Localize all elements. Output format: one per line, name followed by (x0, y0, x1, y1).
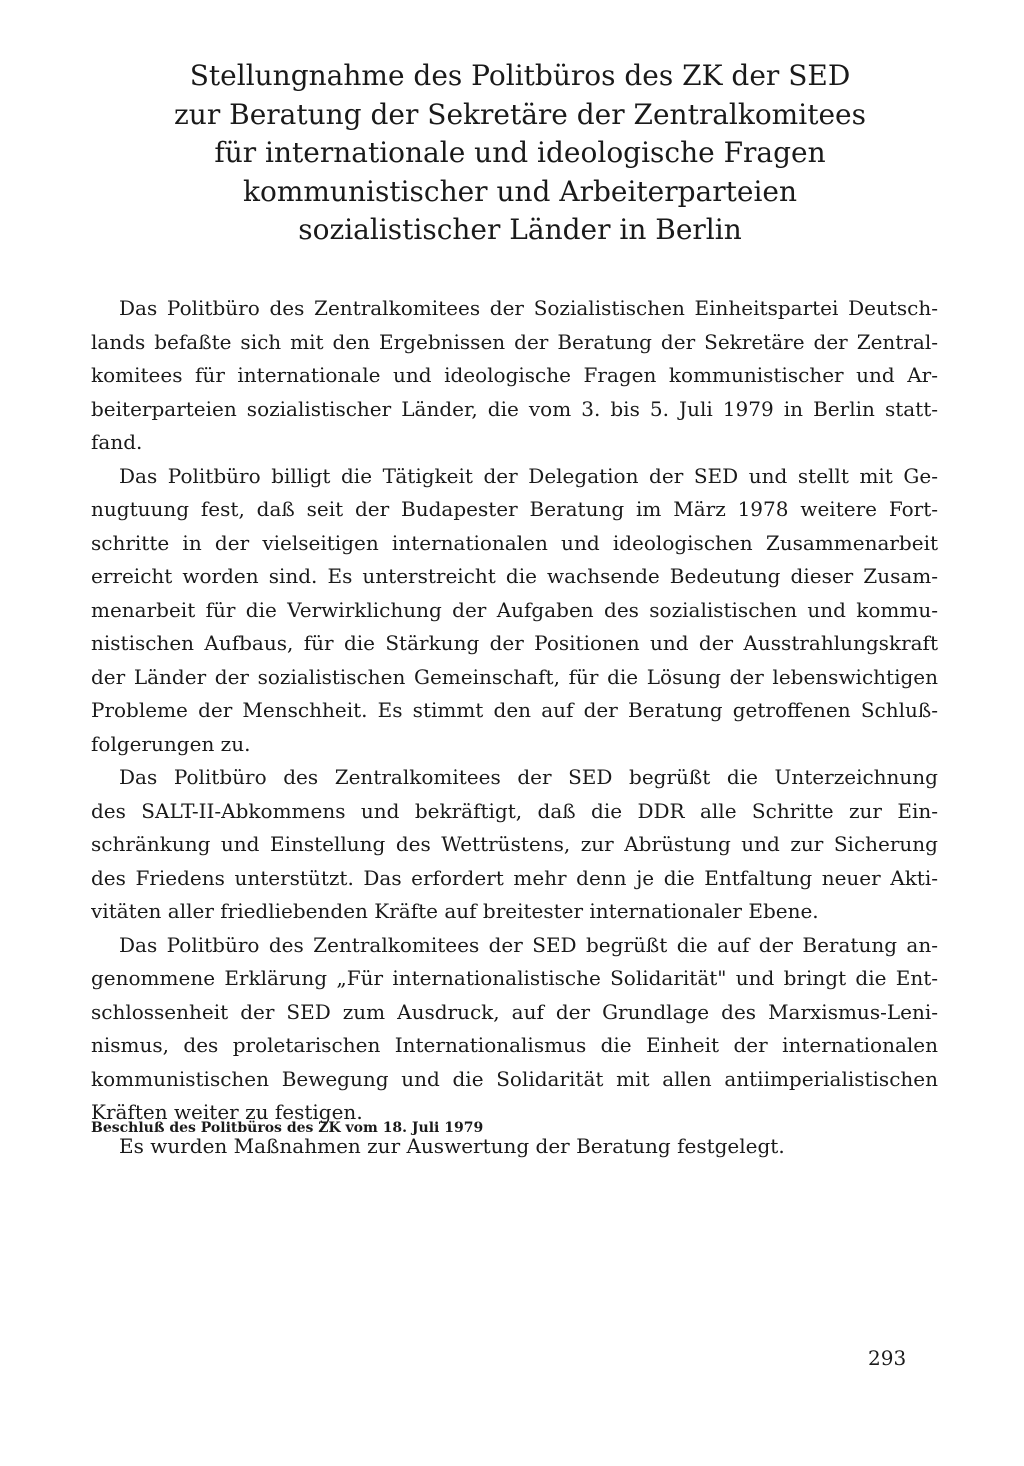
text-line: nistischen Aufbaus, für die Stärkung der Positionen und der Ausstrahlungskraft (91, 631, 938, 655)
title-line: zur Beratung der Sekretäre der Zentralkomitees (174, 97, 866, 131)
text-line: Probleme der Menschheit. Es stimmt den auf der Beratung getroffenen Schluß- (91, 698, 938, 722)
text-line: Kräften weiter zu festigen. (91, 1100, 363, 1124)
title-line: sozialistischer Länder in Berlin (298, 213, 742, 246)
title-line: Stellungnahme des Politbüros des ZK der SED (189, 59, 851, 92)
text-line: nismus, des proletarischen Internationalismus die Einheit der internationalen (91, 1033, 938, 1057)
text-line: kommunistischen Bewegung und die Solidarität mit allen antiimperialistischen (91, 1066, 938, 1091)
paragraph-2 (91, 460, 938, 762)
document-title (100, 57, 940, 250)
text-line: Das Politbüro des Zentralkomitees der SED begrüßt die auf der Beratung an- (119, 932, 938, 957)
resolution-note: Beschluß des Politbüros des ZK vom 18. Juli 1979 (91, 1120, 484, 1136)
text-line: folgerungen zu. (91, 731, 251, 756)
text-line: beiterparteien sozialistischer Länder, die vom 3. bis 5. Juli 1979 in Berlin statt- (91, 396, 938, 421)
text-line: schlossenheit der SED zum Ausdruck, auf der Grundlage des Marxismus-Leni- (91, 999, 938, 1024)
document-body (91, 292, 938, 1163)
text-line: Es wurden Maßnahmen zur Auswertung der Beratung festgelegt. (119, 1133, 785, 1158)
text-line: menarbeit für die Verwirklichung der Aufgaben des sozialistischen und kommu- (91, 597, 938, 622)
text-line: schritte in der vielseitigen internationalen und ideologischen Zusammenarbeit (91, 530, 938, 555)
text-line: Das Politbüro des Zentralkomitees der Sozialistischen Einheitspartei Deutsch- (119, 296, 938, 320)
text-line: erreicht worden sind. Es unterstreicht die wachsende Bedeutung dieser Zusam- (91, 564, 938, 588)
title-line: kommunistischer und Arbeiterparteien (243, 174, 797, 208)
text-line: komitees für internationale und ideologische Fragen kommunistischer und Ar- (91, 363, 938, 387)
title-line: für internationale und ideologische Fragen (214, 136, 826, 169)
text-line: lands befaßte sich mit den Ergebnissen der Beratung der Sekretäre der Zentral- (91, 329, 938, 354)
text-line: nugtuung fest, daß seit der Budapester Beratung im März 1978 weitere Fort- (91, 497, 938, 521)
page-number: 293 (868, 1346, 907, 1370)
text-line: vitäten aller friedliebenden Kräfte auf breitester internationaler Ebene. (91, 899, 819, 923)
text-line: des Friedens unterstützt. Das erfordert mehr denn je die Entfaltung neuer Akti- (91, 865, 938, 890)
text-line: der Länder der sozialistischen Gemeinschaft, für die Lösung der lebenswichtigen (91, 664, 938, 689)
paragraph-1 (91, 292, 938, 460)
text-line: fand. (91, 430, 143, 454)
text-line: genommene Erklärung „Für internationalistische Solidarität" und bringt die Ent- (91, 966, 938, 990)
paragraph-3 (91, 761, 938, 929)
paragraph-4 (91, 929, 938, 1130)
text-line: des SALT-II-Abkommens und bekräftigt, daß die DDR alle Schritte zur Ein- (91, 798, 938, 823)
text-line: schränkung und Einstellung des Wettrüstens, zur Abrüstung und zur Sicherung (91, 832, 938, 856)
text-line: Das Politbüro des Zentralkomitees der SED begrüßt die Unterzeichnung (119, 765, 938, 789)
text-line: Das Politbüro billigt die Tätigkeit der Delegation der SED und stellt mit Ge- (119, 463, 938, 488)
